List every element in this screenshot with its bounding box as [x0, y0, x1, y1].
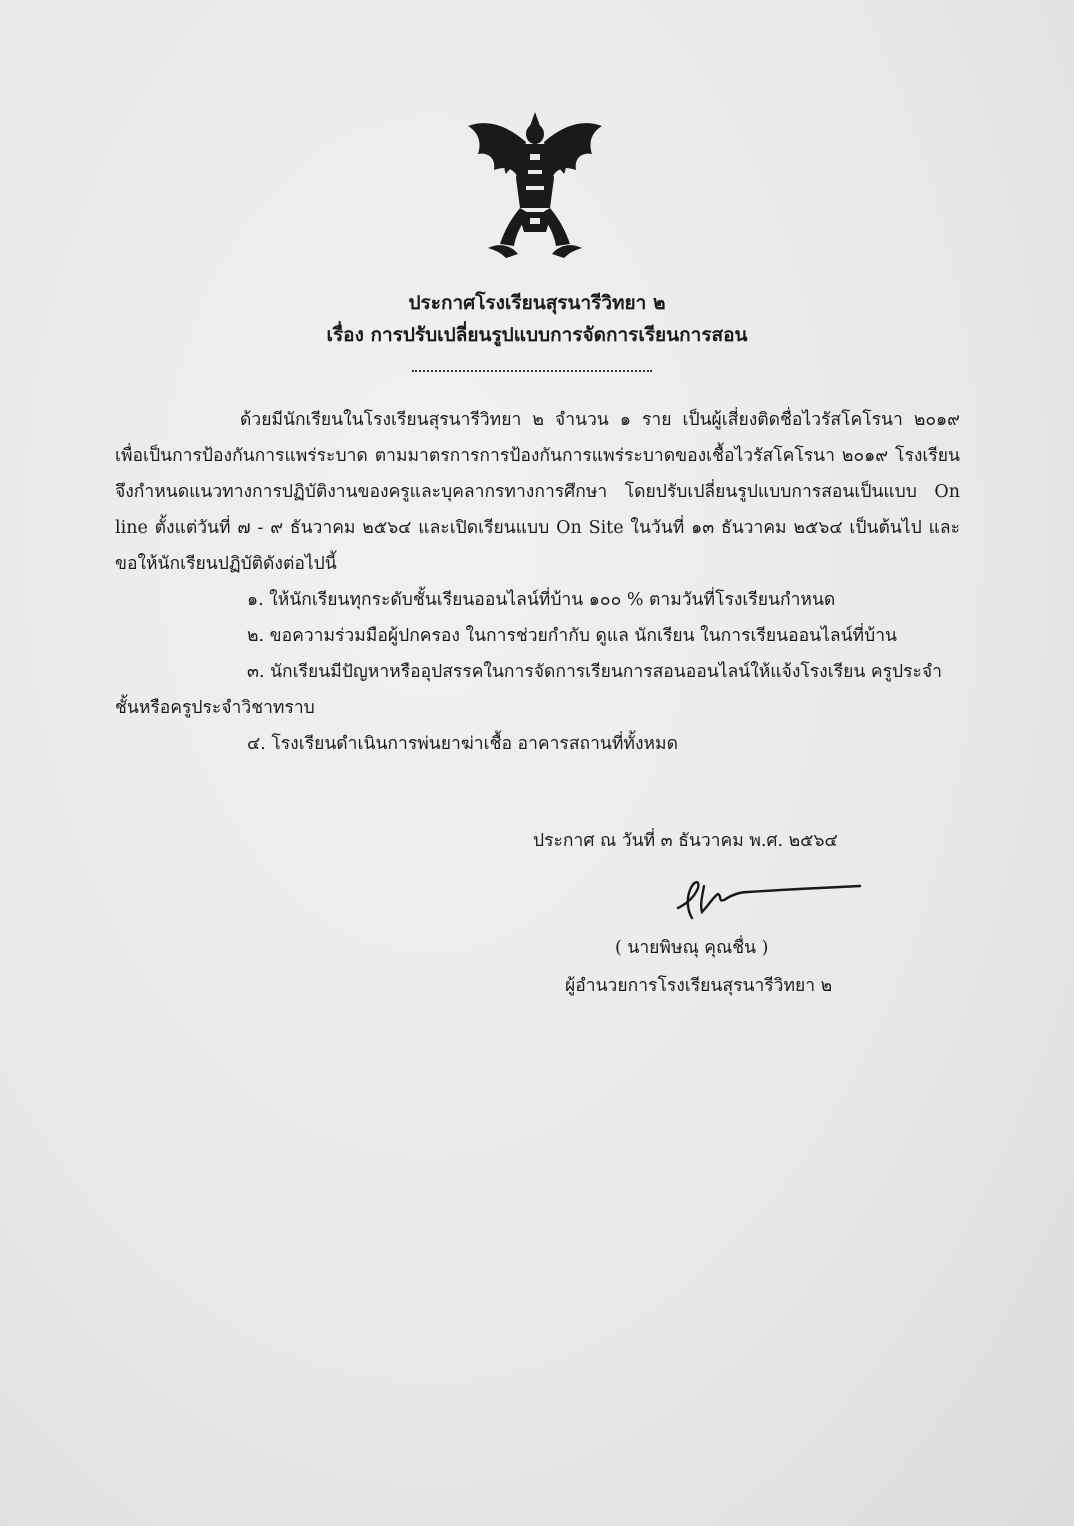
signature-icon: [668, 866, 868, 926]
signer-title: ผู้อำนวยการโรงเรียนสุรนารีวิทยา ๒: [565, 976, 833, 996]
signer-name: ( นายพิษณุ คุณชื่น ): [615, 938, 769, 958]
announcement-title: ประกาศโรงเรียนสุรนารีวิทยา ๒: [408, 292, 666, 314]
announcement-body: [115, 402, 960, 762]
list-item: ๒. ขอความร่วมมือผู้ปกครอง ในการช่วยกำกับ ดูแล นักเรียน ในการเรียนออนไลน์ที่บ้าน: [247, 626, 897, 646]
garuda-emblem-icon: [460, 108, 610, 263]
list-item: ๓. นักเรียนมีปัญหาหรืออุปสรรคในการจัดการเรียนการสอนออนไลน์ให้แจ้งโรงเรียน ครูประจำชั้นหรือครูประจำวิชาทราบ: [115, 662, 942, 718]
list-item: ๔. โรงเรียนดำเนินการพ่นยาฆ่าเชื้อ อาคารสถานที่ทั้งหมด: [247, 734, 678, 754]
announcement-subject: เรื่อง การปรับเปลี่ยนรูปแบบการจัดการเรียนการสอน: [326, 324, 748, 346]
dotted-separator: [412, 370, 652, 372]
intro-paragraph: ด้วยมีนักเรียนในโรงเรียนสุรนารีวิทยา ๒ จำนวน ๑ ราย เป็นผู้เสี่ยงติดชื่อไวรัสโคโรนา ๒๐๑๙ เพื่อเป็นการป้องกันการแพร่ระบาด ตามมาตรการการป้องกันการแพร่ระบาดของเชื้อไวรัสโคโรนา ๒๐๑๙ โรงเรียนจึงกำหนดแนวทางการปฏิบัติงานของครูและบุคลากรทางการศึกษา โดยปรับเปลี่ยนรูปแบบการสอนเป็นแบบ On line ตั้งแต่วันที่ ๗ - ๙ ธันวาคม ๒๕๖๔ และเปิดเรียนแบบ On Site ในวันที่ ๑๓ ธันวาคม ๒๕๖๔ เป็นต้นไป และขอให้นักเรียนปฏิบัติดังต่อไปนี้: [115, 410, 960, 574]
list-item: ๑. ให้นักเรียนทุกระดับชั้นเรียนออนไลน์ที่บ้าน ๑๐๐ % ตามวันที่โรงเรียนกำหนด: [247, 590, 836, 610]
announcement-date: ประกาศ ณ วันที่ ๓ ธันวาคม พ.ศ. ๒๕๖๔: [533, 831, 838, 851]
